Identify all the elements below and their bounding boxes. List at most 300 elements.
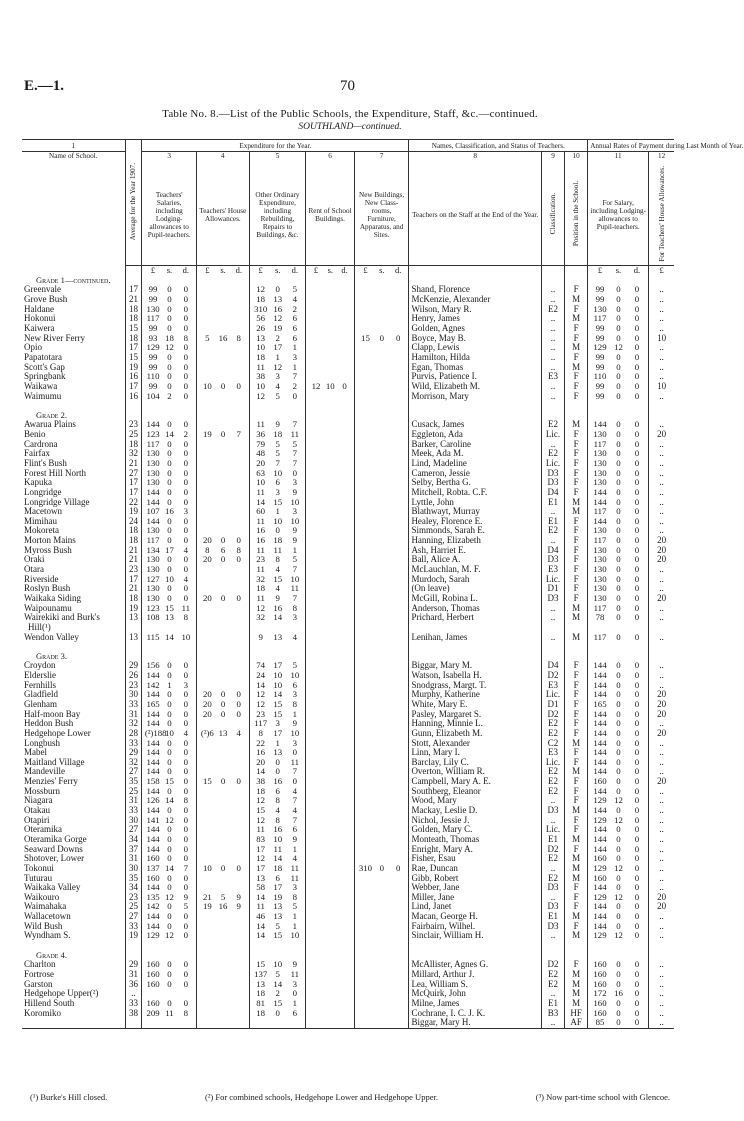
footnote-3: (³) Now part-time school with Glencoe.	[535, 1092, 670, 1102]
average-attendance: 30	[125, 816, 142, 826]
salary-rate: 130 0 0	[588, 459, 649, 469]
position: M	[565, 420, 588, 430]
house-allowances: 19 0 7	[197, 430, 250, 440]
table-subcaption: SOUTHLAND—continued.	[298, 122, 402, 132]
position: F	[565, 960, 588, 970]
units-house-rate: £	[649, 266, 674, 276]
teacher-salaries: 130 0 0	[142, 565, 197, 575]
house-rate: ..	[649, 806, 674, 816]
rent	[306, 729, 354, 739]
new-buildings	[354, 883, 409, 893]
new-buildings	[354, 314, 409, 324]
house-rate: ..	[649, 748, 674, 758]
teacher-name: Macan, George H.	[409, 912, 541, 922]
teacher-salaries: 135 12 9	[142, 893, 197, 903]
salary-rate: 144 0 0	[588, 681, 649, 691]
new-buildings	[354, 844, 409, 854]
school-name: Shotover, Lower	[24, 853, 85, 864]
position: AF	[565, 1018, 588, 1028]
rent	[306, 835, 354, 845]
house-allowances	[197, 488, 250, 498]
teacher-name: Simmonds, Sarah E.	[409, 526, 541, 536]
new-buildings	[354, 594, 409, 604]
house-allowances	[197, 603, 250, 613]
salary-rate: 99 0 0	[588, 353, 649, 363]
classification: D3	[541, 902, 564, 912]
position: F	[565, 690, 588, 700]
house-allowances	[197, 825, 250, 835]
classification: ..	[541, 440, 564, 450]
house-allowances: (²)6 13 4	[197, 729, 250, 739]
salary-rate: 144 0 0	[588, 902, 649, 912]
new-buildings	[354, 902, 409, 912]
salary-rate: 129 12 0	[588, 893, 649, 903]
school-name: Longridge Village	[24, 496, 90, 507]
house-allowances	[197, 517, 250, 527]
house-rate: ..	[649, 922, 674, 932]
school-name: Springbank	[24, 371, 66, 382]
teacher-salaries: 144 0 0	[142, 690, 197, 700]
other-expenditure: 83 10 9	[249, 835, 306, 845]
house-rate: ..	[649, 526, 674, 536]
school-name: Otapiri	[24, 814, 50, 825]
new-buildings	[354, 584, 409, 594]
new-buildings	[354, 536, 409, 546]
teacher-name: Egan, Thomas	[409, 362, 541, 372]
new-buildings	[354, 835, 409, 845]
school-name: Kaiwera	[24, 323, 55, 334]
school-name: Elderslie	[24, 670, 56, 681]
teacher-salaries: 130 0 0	[142, 555, 197, 565]
house-rate: ..	[649, 632, 674, 642]
position: M	[565, 507, 588, 517]
school-name: Koromiko	[24, 1007, 61, 1018]
new-buildings: 15 0 0	[354, 333, 409, 343]
position: F	[565, 681, 588, 691]
other-expenditure: 18 6 4	[249, 787, 306, 797]
house-rate: ..	[649, 468, 674, 478]
average-attendance: 13	[125, 632, 142, 642]
other-expenditure: 14 5 1	[249, 922, 306, 932]
school-name: Seaward Downs	[24, 843, 83, 854]
new-buildings: 310 0 0	[354, 864, 409, 874]
new-buildings	[354, 488, 409, 498]
house-allowances	[197, 305, 250, 315]
position: F	[565, 333, 588, 343]
house-rate: ..	[649, 343, 674, 353]
average-attendance: 30	[125, 690, 142, 700]
new-buildings	[354, 700, 409, 710]
school-name: Waikouro	[24, 891, 60, 902]
teacher-name: Campbell, Mary A. E.	[409, 777, 541, 787]
other-expenditure	[249, 1018, 306, 1028]
school-name: Haldane	[24, 303, 54, 314]
new-buildings	[354, 787, 409, 797]
new-buildings	[354, 796, 409, 806]
rent	[306, 806, 354, 816]
teacher-salaries: 209 11 8	[142, 1008, 197, 1018]
rent	[306, 536, 354, 546]
teacher-salaries: 144 0 0	[142, 883, 197, 893]
school-name: Fairfax	[24, 448, 50, 459]
average-attendance: 37	[125, 844, 142, 854]
teacher-name: Murphy, Katherine	[409, 690, 541, 700]
house-rate: ..	[649, 324, 674, 334]
classification: ..	[541, 536, 564, 546]
house-rate: ..	[649, 459, 674, 469]
new-buildings	[354, 295, 409, 305]
teacher-name: Snodgrass, Margt. T.	[409, 681, 541, 691]
school-row	[22, 459, 674, 469]
house-allowances	[197, 440, 250, 450]
teacher-name: Lea, William S.	[409, 979, 541, 989]
school-name: Oraki	[24, 554, 45, 565]
teacher-salaries: 130 0 0	[142, 305, 197, 315]
salary-rate: 160 0 0	[588, 960, 649, 970]
other-expenditure: 14 10 6	[249, 681, 306, 691]
teacher-name: Boyce, May B.	[409, 333, 541, 343]
position: M	[565, 931, 588, 941]
teacher-name: Linn, Mary I.	[409, 748, 541, 758]
house-rate: ..	[649, 835, 674, 845]
new-buildings	[354, 979, 409, 989]
new-buildings	[354, 893, 409, 903]
rent	[306, 700, 354, 710]
house-rate: ..	[649, 864, 674, 874]
salary-rate: 160 0 0	[588, 970, 649, 980]
house-rate: ..	[649, 989, 674, 999]
salary-rate: 144 0 0	[588, 661, 649, 671]
rent	[306, 449, 354, 459]
house-allowances: 10 0 0	[197, 382, 250, 392]
salary-rate: 144 0 0	[588, 488, 649, 498]
teacher-name: Morrison, Mary	[409, 391, 541, 401]
school-name: Hillend South	[24, 997, 75, 1008]
position: F	[565, 449, 588, 459]
average-attendance: 27	[125, 468, 142, 478]
teacher-name: Overton, William R.	[409, 767, 541, 777]
teacher-salaries: 130 0 0	[142, 584, 197, 594]
house-rate: ..	[649, 575, 674, 585]
average-attendance: ..	[125, 989, 142, 999]
other-expenditure: 23 8 5	[249, 555, 306, 565]
teacher-name: Ash, Harriet E.	[409, 546, 541, 556]
teacher-salaries: 130 0 0	[142, 449, 197, 459]
school-name: Charlton	[24, 959, 56, 970]
teacher-name: Fairbairn, Wilhel.	[409, 922, 541, 932]
house-rate: ..	[649, 391, 674, 401]
house-allowances	[197, 497, 250, 507]
school-name: Forest Hill North	[24, 467, 86, 478]
salary-rate: 130 0 0	[588, 305, 649, 315]
house-rate: ..	[649, 681, 674, 691]
classification: Lic.	[541, 758, 564, 768]
other-expenditure: 12 16 8	[249, 603, 306, 613]
col-num-7: 7	[354, 152, 409, 166]
teacher-salaries: 144 0 0	[142, 488, 197, 498]
school-row	[22, 613, 674, 623]
new-buildings	[354, 729, 409, 739]
other-expenditure: 11 9 7	[249, 420, 306, 430]
classification: E2	[541, 970, 564, 980]
col-num-10: 10	[565, 152, 588, 166]
house-allowances: 20 0 0	[197, 690, 250, 700]
classification: D3	[541, 806, 564, 816]
other-expenditure: 74 17 5	[249, 661, 306, 671]
house-allowances	[197, 796, 250, 806]
teacher-name: Golden, Mary C.	[409, 825, 541, 835]
house-allowances	[197, 835, 250, 845]
salary-rate: 144 0 0	[588, 729, 649, 739]
school-name: Waimahaka	[24, 901, 67, 912]
salary-rate: 99 0 0	[588, 324, 649, 334]
school-name: Oteramika	[24, 824, 62, 835]
rent	[306, 546, 354, 556]
other-expenditure: 10 17 1	[249, 343, 306, 353]
other-expenditure: 10 4 2	[249, 382, 306, 392]
house-allowances	[197, 565, 250, 575]
teacher-salaries: 144 0 0	[142, 806, 197, 816]
house-rate: ..	[649, 970, 674, 980]
salary-rate: 144 0 0	[588, 883, 649, 893]
house-rate: ..	[649, 979, 674, 989]
teacher-salaries: 144 0 0	[142, 912, 197, 922]
house-rate: 10	[649, 382, 674, 392]
salary-rate: 130 0 0	[588, 584, 649, 594]
classification: E1	[541, 912, 564, 922]
average-attendance: 32	[125, 758, 142, 768]
classification: ..	[541, 353, 564, 363]
salary-rate: 85 0 0	[588, 1018, 649, 1028]
position: F	[565, 816, 588, 826]
classification: Lic.	[541, 690, 564, 700]
new-buildings	[354, 343, 409, 353]
teacher-name: Henry, James	[409, 314, 541, 324]
new-buildings	[354, 1018, 409, 1028]
rent	[306, 1008, 354, 1018]
school-row	[22, 864, 674, 874]
other-expenditure: 14 15 10	[249, 497, 306, 507]
rent	[306, 758, 354, 768]
teacher-salaries: 144 0 0	[142, 738, 197, 748]
rent	[306, 960, 354, 970]
other-expenditure: 14 19 8	[249, 893, 306, 903]
classification: ..	[541, 362, 564, 372]
house-allowances	[197, 459, 250, 469]
teacher-salaries: 160 0 0	[142, 873, 197, 883]
teacher-salaries: 126 14 8	[142, 796, 197, 806]
rent	[306, 719, 354, 729]
school-name: Wild Bush	[24, 920, 63, 931]
teacher-name: Barker, Caroline	[409, 440, 541, 450]
rent: 12 10 0	[306, 382, 354, 392]
new-buildings	[354, 391, 409, 401]
position: F	[565, 777, 588, 787]
classification: ..	[541, 295, 564, 305]
grade-label: Grade 1—continued.	[36, 274, 111, 285]
house-rate: ..	[649, 517, 674, 527]
other-expenditure: 11 13 5	[249, 902, 306, 912]
salary-rate: 117 0 0	[588, 603, 649, 613]
teacher-name: Wilson, Mary R.	[409, 305, 541, 315]
other-expenditure: 58 17 3	[249, 883, 306, 893]
average-attendance: 17	[125, 575, 142, 585]
house-rate: ..	[649, 671, 674, 681]
position: F	[565, 758, 588, 768]
average-attendance: 27	[125, 767, 142, 777]
position: F	[565, 372, 588, 382]
teacher-name: McLauchlan, M. F.	[409, 565, 541, 575]
other-expenditure: 24 10 10	[249, 671, 306, 681]
house-rate: ..	[649, 478, 674, 488]
teacher-salaries: 117 0 0	[142, 536, 197, 546]
other-expenditure: 56 12 6	[249, 314, 306, 324]
house-allowances	[197, 979, 250, 989]
new-buildings	[354, 748, 409, 758]
other-expenditure: 13 14 3	[249, 979, 306, 989]
school-row	[22, 1018, 674, 1028]
other-expenditure: 38 3 7	[249, 372, 306, 382]
average-attendance: 19	[125, 507, 142, 517]
house-allowances: 20 0 0	[197, 594, 250, 604]
position: HF	[565, 1008, 588, 1018]
teacher-name: Selby, Bertha G.	[409, 478, 541, 488]
rent	[306, 854, 354, 864]
other-expenditure: 9 13 4	[249, 632, 306, 642]
teacher-salaries: 160 0 0	[142, 979, 197, 989]
average-attendance: 21	[125, 555, 142, 565]
classification: E2	[541, 777, 564, 787]
rent	[306, 468, 354, 478]
house-allowances	[197, 449, 250, 459]
teacher-name: Enright, Mary A.	[409, 844, 541, 854]
salary-rate: 117 0 0	[588, 440, 649, 450]
school-name	[22, 1018, 125, 1028]
average-attendance: 32	[125, 449, 142, 459]
teacher-salaries: 123 14 2	[142, 430, 197, 440]
salary-rate: 144 0 0	[588, 835, 649, 845]
new-buildings	[354, 970, 409, 980]
classification: E2	[541, 729, 564, 739]
house-allowances	[197, 922, 250, 932]
position: F	[565, 922, 588, 932]
position: F	[565, 729, 588, 739]
classification: D1	[541, 584, 564, 594]
house-allowances	[197, 806, 250, 816]
rent	[306, 883, 354, 893]
other-expenditure: 10 6 3	[249, 478, 306, 488]
house-rate: ..	[649, 883, 674, 893]
position: M	[565, 835, 588, 845]
new-buildings	[354, 738, 409, 748]
rent	[306, 825, 354, 835]
col-num-11: 11	[588, 152, 649, 166]
school-row	[22, 632, 674, 642]
house-allowances	[197, 844, 250, 854]
teacher-salaries: 160 0 0	[142, 970, 197, 980]
other-expenditure: 137 5 11	[249, 970, 306, 980]
classification: ..	[541, 632, 564, 642]
classification: ..	[541, 796, 564, 806]
average-attendance: 36	[125, 979, 142, 989]
teacher-name: Anderson, Thomas	[409, 603, 541, 613]
average-attendance: 21	[125, 546, 142, 556]
classification: E2	[541, 787, 564, 797]
classification: ..	[541, 391, 564, 401]
other-expenditure: 22 1 3	[249, 738, 306, 748]
salary-rate: 130 0 0	[588, 546, 649, 556]
rent	[306, 343, 354, 353]
teacher-salaries: 99 0 0	[142, 324, 197, 334]
classification: D3	[541, 555, 564, 565]
position: M	[565, 806, 588, 816]
position: F	[565, 517, 588, 527]
other-expenditure: 26 19 6	[249, 324, 306, 334]
school-name: Hedgehope Upper(²)	[24, 988, 99, 999]
house-rate: 20	[649, 555, 674, 565]
teacher-name: Purvis, Patience I.	[409, 372, 541, 382]
classification: C2	[541, 738, 564, 748]
house-rate: ..	[649, 854, 674, 864]
other-expenditure: 79 5 5	[249, 440, 306, 450]
house-rate: ..	[649, 314, 674, 324]
position: F	[565, 796, 588, 806]
teacher-name: Clapp, Lewis	[409, 343, 541, 353]
spacer-row	[22, 642, 674, 652]
teacher-name: Murdoch, Sarah	[409, 575, 541, 585]
house-rate: 20	[649, 709, 674, 719]
rent	[306, 1018, 354, 1028]
other-expenditure: 18 2 0	[249, 989, 306, 999]
position: M	[565, 873, 588, 883]
school-name: Longridge	[24, 486, 62, 497]
salary-rate: 99 0 0	[588, 382, 649, 392]
house-allowances: 20 0 0	[197, 700, 250, 710]
school-name: New River Ferry	[24, 332, 85, 343]
house-rate: 20	[649, 777, 674, 787]
teacher-name: White, Mary E.	[409, 700, 541, 710]
teacher-name: McQuirk, John	[409, 989, 541, 999]
position: F	[565, 536, 588, 546]
house-rate: ..	[649, 873, 674, 883]
rent	[306, 893, 354, 903]
position: F	[565, 671, 588, 681]
other-expenditure: 18 0 6	[249, 1008, 306, 1018]
house-allowances	[197, 575, 250, 585]
position: F	[565, 748, 588, 758]
rent	[306, 603, 354, 613]
average-attendance: 19	[125, 603, 142, 613]
school-name: Macetown	[24, 506, 62, 517]
salary-rate: 144 0 0	[588, 517, 649, 527]
house-allowances	[197, 873, 250, 883]
salary-rate: 130 0 0	[588, 555, 649, 565]
salary-rate: 144 0 0	[588, 748, 649, 758]
teacher-salaries: 144 0 0	[142, 420, 197, 430]
new-buildings	[354, 999, 409, 1009]
teacher-salaries: 142 0 5	[142, 902, 197, 912]
rent	[306, 671, 354, 681]
teacher-name: Golden, Agnes	[409, 324, 541, 334]
teacher-name: Miller, Jane	[409, 893, 541, 903]
school-name: Hedgehope Lower	[24, 727, 91, 738]
table-caption: Table No. 8.—List of the Public Schools, the Expenditure, Staff, &c.—continued.	[162, 108, 538, 120]
salary-rate: 160 0 0	[588, 873, 649, 883]
school-name: Kapuka	[24, 477, 52, 488]
new-buildings	[354, 468, 409, 478]
teacher-name: Stott, Alexander	[409, 738, 541, 748]
average-attendance: 33	[125, 700, 142, 710]
